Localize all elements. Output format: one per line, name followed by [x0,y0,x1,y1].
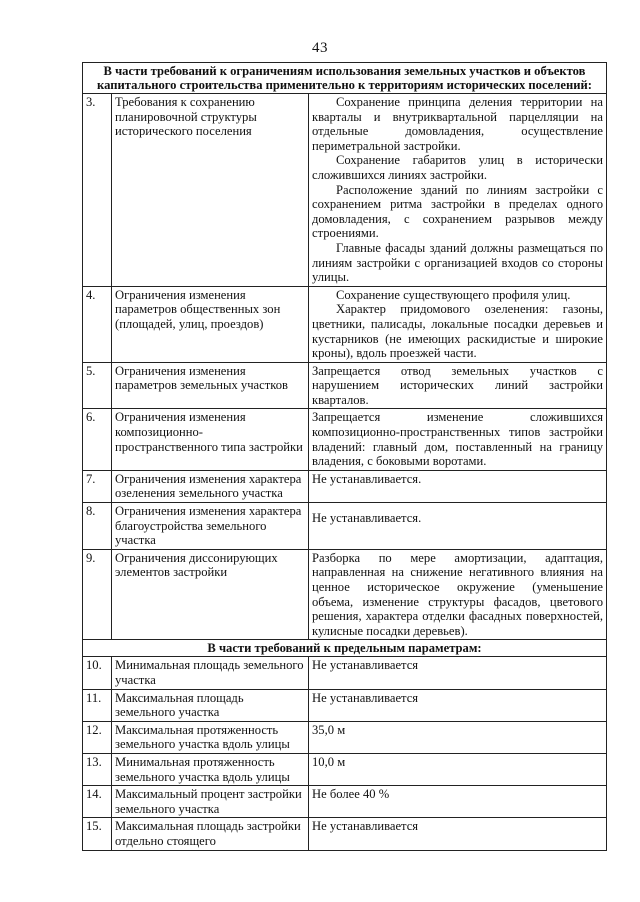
table-row [83,689,607,721]
row-number: 9. [83,549,112,640]
row-number: 15. [83,818,112,850]
requirement-text [309,362,607,409]
table-row [83,786,607,818]
requirement-name: Ограничения изменения характера благоустройства земельного участка [112,503,309,550]
parameter-value: Не устанавливается [309,818,607,850]
row-number: 11. [83,689,112,721]
requirement-paragraph: Характер придомового озеленения: газоны, цветники, палисады, локальные посадки деревьев и кустарников (не имеющих раскидистые и широкие кроны), вдоль проезжей части. [312,302,603,361]
requirement-text [309,549,607,640]
regulations-table [82,62,607,851]
table-row [83,503,607,550]
requirement-paragraph: Расположение зданий по линиям застройки с сохранением ритма застройки в пределах одного домовладения, с сохранением разрывов между строениями. [312,182,603,241]
table-row [83,657,607,689]
requirement-name: Ограничения диссонирующих элементов застройки [112,549,309,640]
parameter-name: Максимальная протяженность земельного участка вдоль улицы [112,721,309,753]
table-row [83,753,607,785]
table-row [83,409,607,470]
parameter-name: Максимальный процент застройки земельного участка [112,786,309,818]
row-number: 4. [83,286,112,362]
requirement-text [309,94,607,287]
requirement-text [309,470,607,502]
requirement-paragraph: Не устанавливается. [312,471,422,486]
table-row [83,818,607,850]
row-number: 7. [83,470,112,502]
requirement-paragraph: Запрещается отвод земельных участков с нарушением исторических линий застройки кварталов. [312,363,603,407]
requirement-text [309,286,607,362]
row-number: 14. [83,786,112,818]
table-row [83,470,607,502]
parameter-name: Максимальная площадь земельного участка [112,689,309,721]
row-number: 8. [83,503,112,550]
parameter-name: Максимальная площадь застройки отдельно стоящего [112,818,309,850]
requirement-name: Ограничения изменения параметров земельных участков [112,362,309,409]
requirement-name: Ограничения изменения композиционно-пространственного типа застройки [112,409,309,470]
row-number: 12. [83,721,112,753]
requirement-text [309,503,607,550]
requirement-paragraph: Не устанавливается. [312,511,422,526]
section-header-row [83,640,607,657]
requirement-name: Ограничения изменения характера озеленения земельного участка [112,470,309,502]
requirement-name: Ограничения изменения параметров общественных зон (площадей, улиц, проездов) [112,286,309,362]
table-row [83,286,607,362]
section-header-row [83,63,607,94]
row-number: 3. [83,94,112,287]
requirement-paragraph: Сохранение существующего профиля улиц. [336,287,571,302]
requirement-paragraph: Главные фасады зданий должны размещаться по линиям застройки с организацией входов со стороны улицы. [312,240,603,285]
parameter-name: Минимальная площадь земельного участка [112,657,309,689]
requirement-paragraph: Сохранение габаритов улиц в исторически сложившихся линиях застройки. [312,153,603,182]
requirement-paragraph: Разборка по мере амортизации, адаптация, направленная на снижение негативного влияния на ценное историческое окружение (уменьшение объема, изменение структуры фасадов, цветового решения, характера отделки фасадных поверхностей, кулисные посадки деревьев). [312,550,603,638]
parameter-name: Минимальная протяженность земельного участка вдоль улицы [112,753,309,785]
parameter-value: 35,0 м [309,721,607,753]
page-number: 43 [312,40,328,56]
requirement-name: Требования к сохранению планировочной структуры исторического поселения [112,94,309,287]
row-number: 5. [83,362,112,409]
requirement-text [309,409,607,470]
row-number: 10. [83,657,112,689]
row-number: 13. [83,753,112,785]
parameter-value: Не более 40 % [309,786,607,818]
parameter-value: Не устанавливается [309,689,607,721]
section-header-restrictions: В части требований к ограничениям использования земельных участков и объектов капитального строительства применительно к территориям исторических поселений: [83,63,607,94]
parameter-value: 10,0 м [309,753,607,785]
requirement-paragraph: Сохранение принципа деления территории на кварталы и внутриквартальной парцелляции на отдельные домовладения, осуществление периметральной застройки. [312,95,603,153]
table-row [83,362,607,409]
section-header-limit-parameters: В части требований к предельным параметрам: [83,640,607,657]
table-row [83,721,607,753]
table-row [83,549,607,640]
parameter-value: Не устанавливается [309,657,607,689]
table-row [83,94,607,287]
requirement-paragraph: Запрещается изменение сложившихся композиционно-пространственных типов застройки владений: главный дом, поставленный на границу владения, с боковыми воротами. [312,410,603,469]
row-number: 6. [83,409,112,470]
